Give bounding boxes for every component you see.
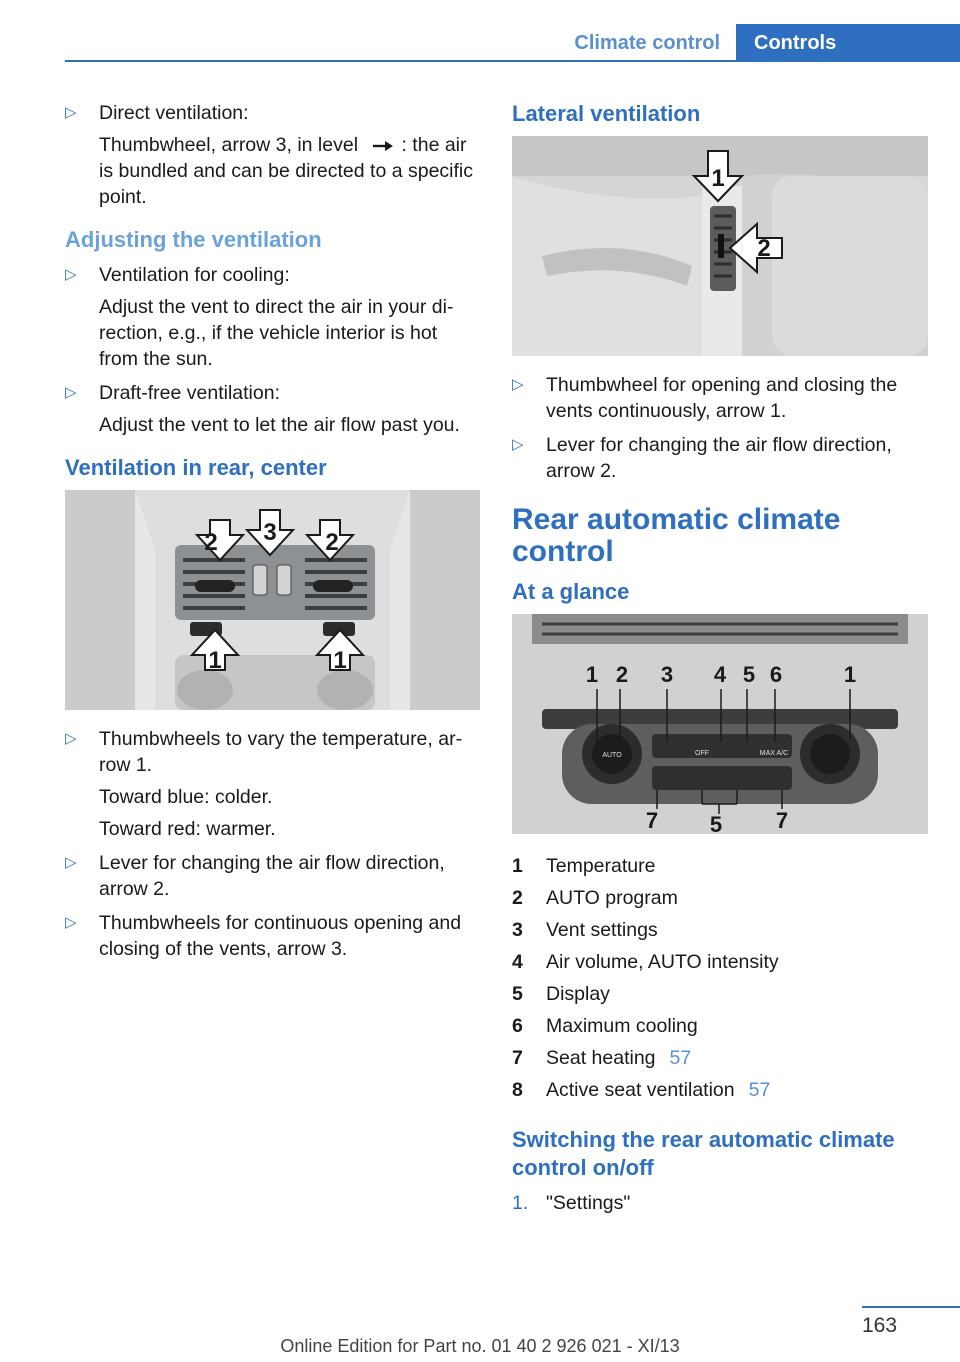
header-rule: [65, 60, 960, 62]
footer-edition: Online Edition for Part no. 01 40 2 926 021 - XI/13: [280, 1336, 680, 1356]
rear-climate-panel-illustration: [512, 614, 928, 834]
bullet-text: Lever for changing the air flow direction, arrow 2.: [546, 434, 892, 482]
page-reference-link[interactable]: 57: [748, 1079, 771, 1101]
legend-number: 6: [512, 1015, 523, 1037]
fig3-label-7b: 7: [775, 808, 789, 833]
bullet-lever-direction: [65, 850, 480, 902]
bullet-thumbwheels-temperature: [65, 726, 480, 842]
legend-label: Air volume, AUTO intensity: [546, 951, 779, 973]
legend-number: 2: [512, 887, 523, 909]
heading-ventilation-rear-center: Ventilation in rear, center: [65, 455, 327, 480]
legend-label: Seat heating: [546, 1047, 656, 1069]
fig2-label-2: 2: [757, 235, 771, 262]
right-column: [512, 100, 928, 1216]
bullet-text: Lever for changing the air flow direction, arrow 2.: [99, 852, 445, 900]
legend-list: [512, 850, 928, 1106]
legend-item: [512, 978, 928, 1010]
fig3-label-2: 2: [615, 662, 629, 687]
bullet-title: Ventilation for cooling:: [99, 264, 290, 286]
lateral-vent-illustration: [512, 136, 928, 356]
fig1-label-2b: 2: [325, 529, 339, 556]
bullet-lever-lateral: [512, 432, 928, 484]
bullet-text: Adjust the vent to let the air flow past you.: [99, 414, 460, 436]
legend-item: [512, 1010, 928, 1042]
fig3-label-5: 5: [742, 662, 756, 687]
fig1-label-3: 3: [263, 519, 277, 546]
heading-switching-on-off: Switching the rear automatic climate control on/off: [512, 1127, 895, 1180]
fig3-max-ac-text: MAX A/C: [759, 750, 789, 757]
bullet-draft-free: [65, 380, 480, 438]
bullet-triangle-icon: ▷: [65, 730, 77, 747]
legend-number: 3: [512, 919, 523, 941]
fig3-label-1b: 1: [843, 662, 857, 687]
legend-item: [512, 882, 928, 914]
fig1-label-2a: 2: [204, 529, 218, 556]
fig1-label-1b: 1: [333, 647, 347, 674]
legend-number: 8: [512, 1079, 523, 1101]
legend-number: 5: [512, 983, 523, 1005]
fig2-label-1: 1: [711, 165, 725, 192]
page-reference-link[interactable]: 57: [669, 1047, 692, 1069]
bullet-cooling: [65, 262, 480, 372]
fig3-off-text: OFF: [695, 750, 709, 757]
figure-lateral-vent: [512, 136, 928, 356]
bullet-text-a: Thumbwheel, arrow 3, in level: [99, 134, 359, 156]
bullet-text: Thumbwheels for continuous opening and closing of the vents, arrow 3.: [99, 912, 462, 960]
fig3-label-5b: 5: [709, 812, 723, 834]
rear-center-vents-illustration: [65, 490, 480, 710]
bullet-triangle-icon: ▷: [65, 854, 77, 871]
bullet-thumbwheel-lateral: [512, 372, 928, 424]
legend-item: [512, 1042, 928, 1074]
fig3-label-7a: 7: [645, 808, 659, 833]
legend-item: [512, 1074, 928, 1106]
bullet-triangle-icon: ▷: [512, 436, 524, 453]
bullet-text: Adjust the vent to direct the air in your di‐rection, e.g., if the vehicle interior is hot from the sun.: [99, 296, 454, 370]
bullet-text-colder: Toward blue: colder.: [99, 786, 273, 808]
legend-number: 7: [512, 1047, 523, 1069]
step-text: "Settings": [546, 1192, 631, 1214]
legend-label: Vent settings: [546, 919, 658, 941]
bullet-thumbwheels-continuous: [65, 910, 480, 962]
header-chapter-tab: Controls: [736, 24, 960, 62]
left-column: [65, 100, 480, 970]
fig3-auto-text: AUTO: [602, 752, 622, 759]
heading-rear-automatic-climate: Rear automatic climate control: [512, 503, 841, 568]
legend-number: 4: [512, 951, 523, 973]
bullet-triangle-icon: ▷: [65, 914, 77, 931]
bullet-title: Thumbwheels to vary the temperature, ar‐row 1.: [99, 728, 463, 776]
bullet-direct-ventilation: [65, 100, 480, 210]
heading-lateral-ventilation: Lateral ventilation: [512, 101, 701, 126]
figure-rear-climate-panel: [512, 614, 928, 834]
fig3-label-1a: 1: [585, 662, 599, 687]
bullet-triangle-icon: ▷: [65, 104, 77, 121]
legend-label: Maximum cooling: [546, 1015, 698, 1037]
heading-at-a-glance: At a glance: [512, 579, 630, 604]
legend-label: Active seat ventilation: [546, 1079, 735, 1101]
step-number: 1.: [512, 1192, 529, 1214]
legend-item: [512, 850, 928, 882]
heading-adjusting-ventilation: Adjusting the ventilation: [65, 227, 322, 252]
bullet-text-b: : the air is bundled and can be directed to a specific point.: [99, 134, 473, 208]
page-number-rule: [862, 1306, 960, 1308]
legend-item: [512, 946, 928, 978]
level-arrow-icon: [367, 139, 397, 153]
fig1-label-1a: 1: [208, 647, 222, 674]
legend-label: Temperature: [546, 855, 656, 877]
legend-item: [512, 914, 928, 946]
fig3-label-4: 4: [713, 662, 727, 687]
bullet-text: Thumbwheel for opening and closing the vents continuously, arrow 1.: [546, 374, 898, 422]
bullet-title: Direct ventilation:: [99, 102, 249, 124]
bullet-title: Draft-free ventilation:: [99, 382, 280, 404]
legend-label: AUTO program: [546, 887, 678, 909]
legend-number: 1: [512, 855, 523, 877]
page-header: [0, 0, 960, 62]
fig3-label-3: 3: [660, 662, 674, 687]
header-section-title: Climate control: [574, 32, 720, 54]
bullet-text-warmer: Toward red: warmer.: [99, 818, 276, 840]
bullet-triangle-icon: ▷: [65, 266, 77, 283]
figure-rear-center-vents: [65, 490, 480, 710]
page-number: 163: [862, 1314, 898, 1337]
fig3-label-6: 6: [769, 662, 783, 687]
bullet-text: [99, 132, 480, 210]
bullet-triangle-icon: ▷: [65, 384, 77, 401]
step-1: [512, 1190, 928, 1216]
legend-label: Display: [546, 983, 610, 1005]
bullet-triangle-icon: ▷: [512, 376, 524, 393]
